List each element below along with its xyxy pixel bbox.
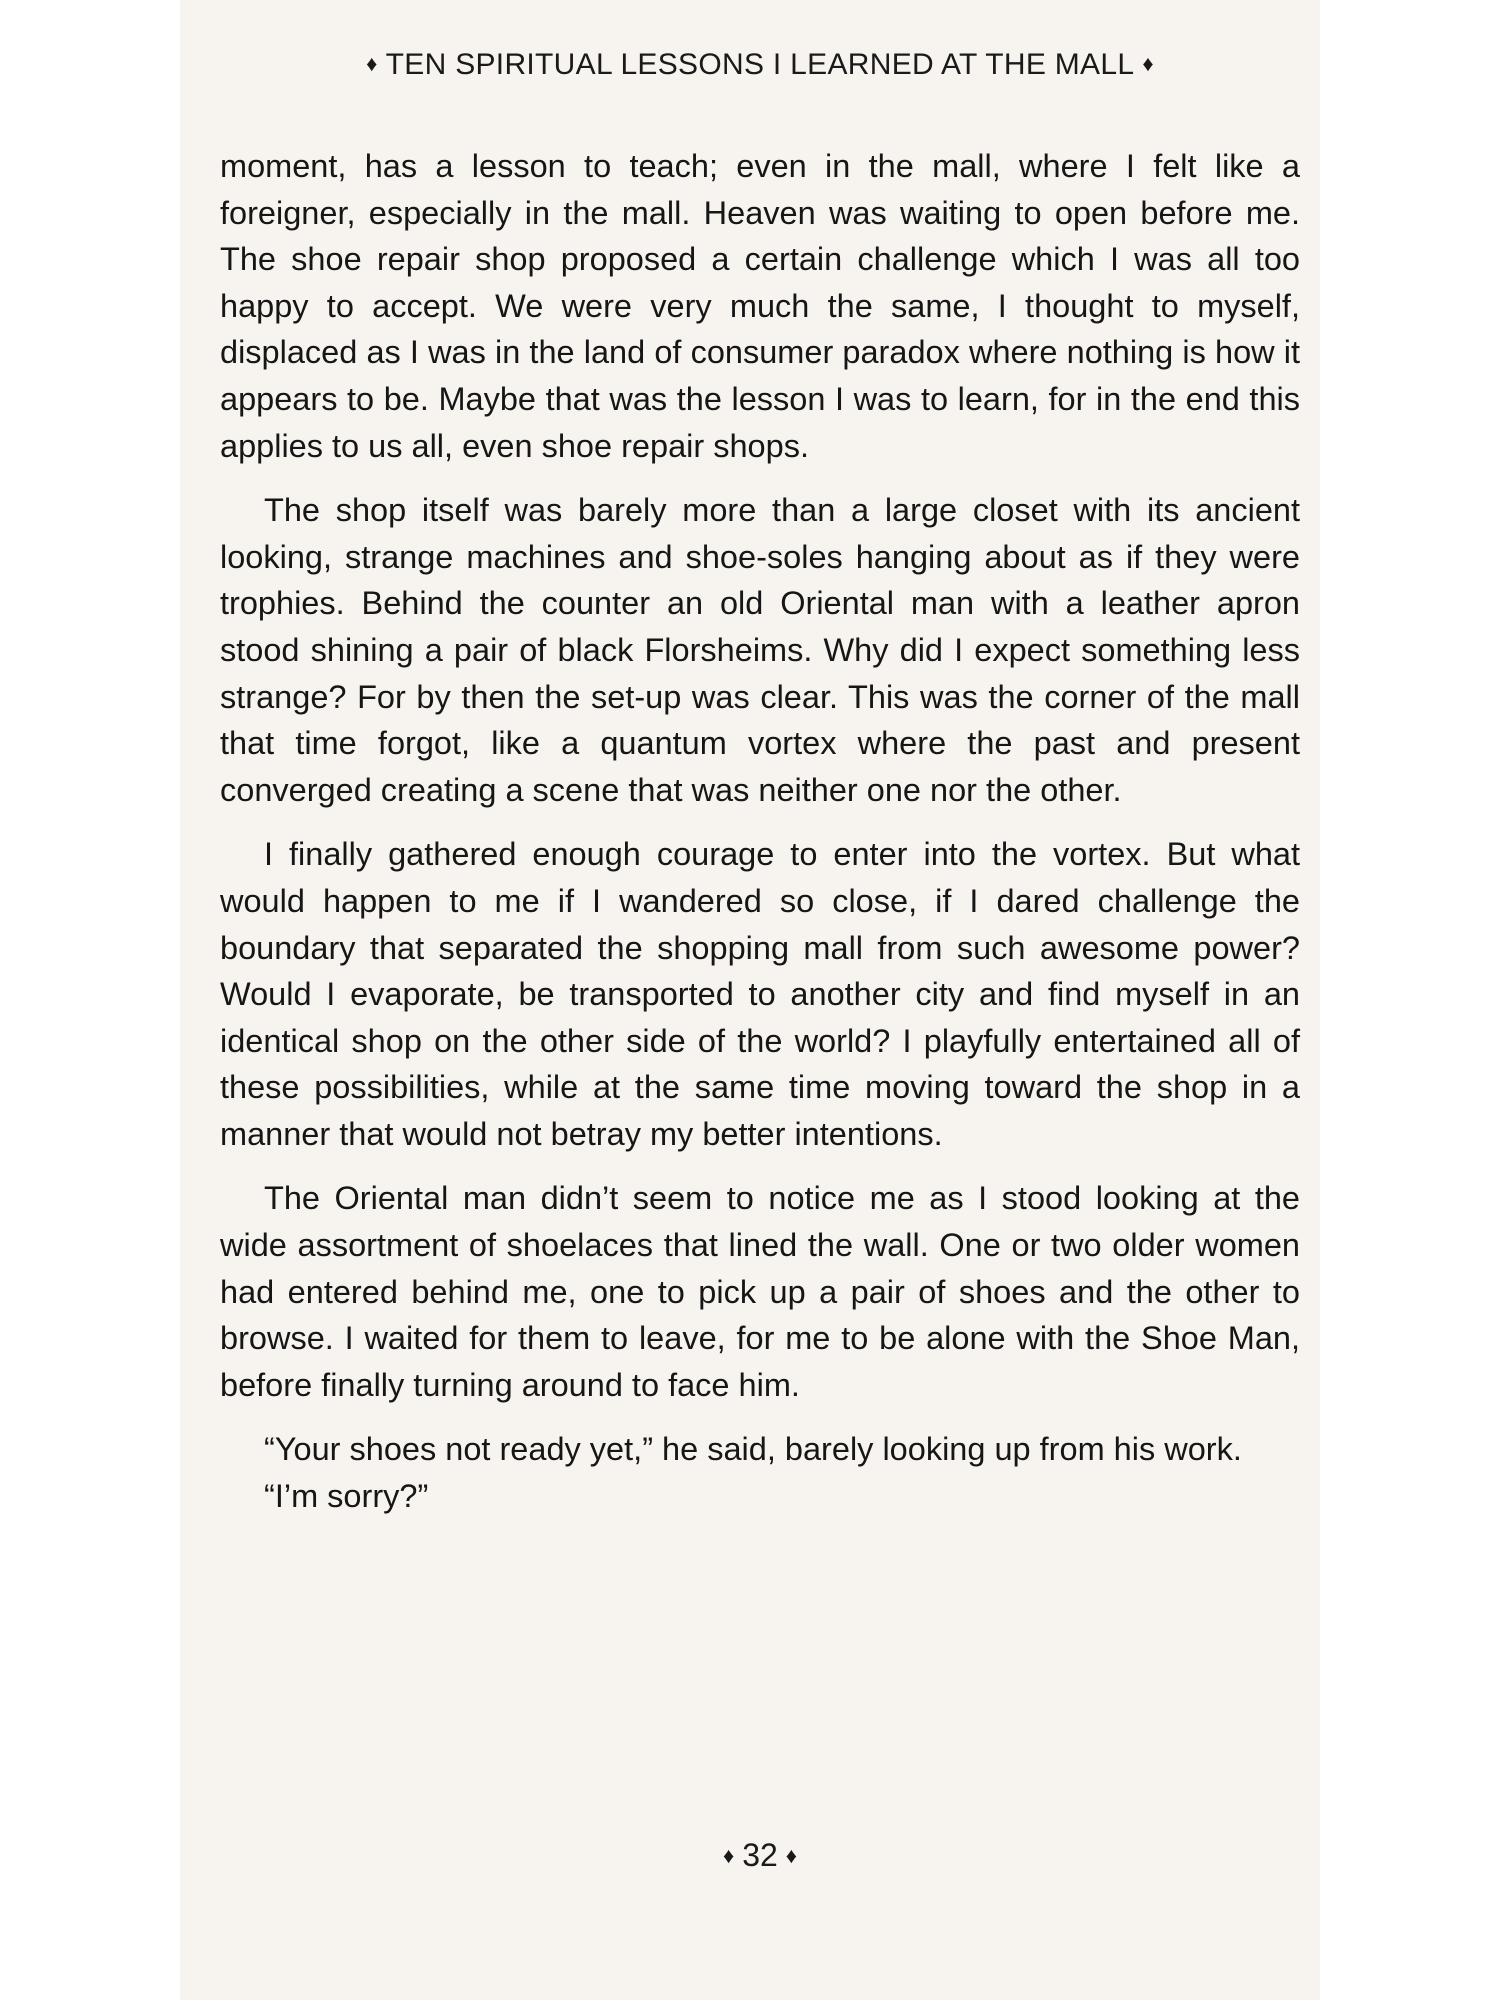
diamond-ornament-icon: ♦	[722, 1843, 735, 1868]
body-text	[220, 143, 1300, 1520]
dialogue-paragraph: “Your shoes not ready yet,” he said, barely looking up from his work.	[264, 1431, 1242, 1468]
paragraph: I finally gathered enough courage to enter into the vortex. But what would happen to me if I wandered so close, if I dared challenge the boundary that separated the shopping mall from such awesome power? Would I evaporate, be transported to another city and find myself in an identical shop on the other side of the world? I playfully entertained all of these possibilities, while at the same time moving toward the shop in a manner that would not betray my better intentions.	[220, 836, 1300, 1152]
diamond-ornament-icon: ♦	[785, 1843, 798, 1868]
page-number-footer	[220, 1835, 1300, 1876]
diamond-ornament-icon: ♦	[1142, 51, 1154, 76]
running-header	[220, 44, 1300, 85]
paragraph: The Oriental man didn’t seem to notice me as I stood looking at the wide assortment of shoelaces that lined the wall. One or two older women had entered behind me, one to pick up a pair of shoes and the other to browse. I waited for them to leave, for me to be alone with the Shoe Man, before finally turning around to face him.	[220, 1180, 1300, 1403]
paragraph: moment, has a lesson to teach; even in the mall, where I felt like a foreigner, especially in the mall. Heaven was waiting to open before me. The shoe repair shop proposed a certain challenge which I was all too happy to accept. We were very much the same, I thought to myself, displaced as I was in the land of consumer paradox where nothing is how it appears to be. Maybe that was the lesson I was to learn, for in the end this applies to us all, even shoe repair shops.	[220, 148, 1300, 464]
running-header-title: TEN SPIRITUAL LESSONS I LEARNED AT THE MALL	[385, 48, 1135, 81]
book-page	[180, 0, 1320, 2000]
page-number: 32	[742, 1837, 778, 1873]
diamond-ornament-icon: ♦	[366, 51, 378, 76]
dialogue-paragraph: “I’m sorry?”	[264, 1478, 429, 1515]
paragraph: The shop itself was barely more than a large closet with its ancient looking, strange machines and shoe-soles hanging about as if they were trophies. Behind the counter an old Oriental man with a leather apron stood shining a pair of black Florsheims. Why did I expect something less strange? For by then the set-up was clear. This was the corner of the mall that time forgot, like a quantum vortex where the past and present converged creating a scene that was neither one nor the other.	[220, 492, 1300, 808]
page-content	[220, 44, 1300, 1873]
